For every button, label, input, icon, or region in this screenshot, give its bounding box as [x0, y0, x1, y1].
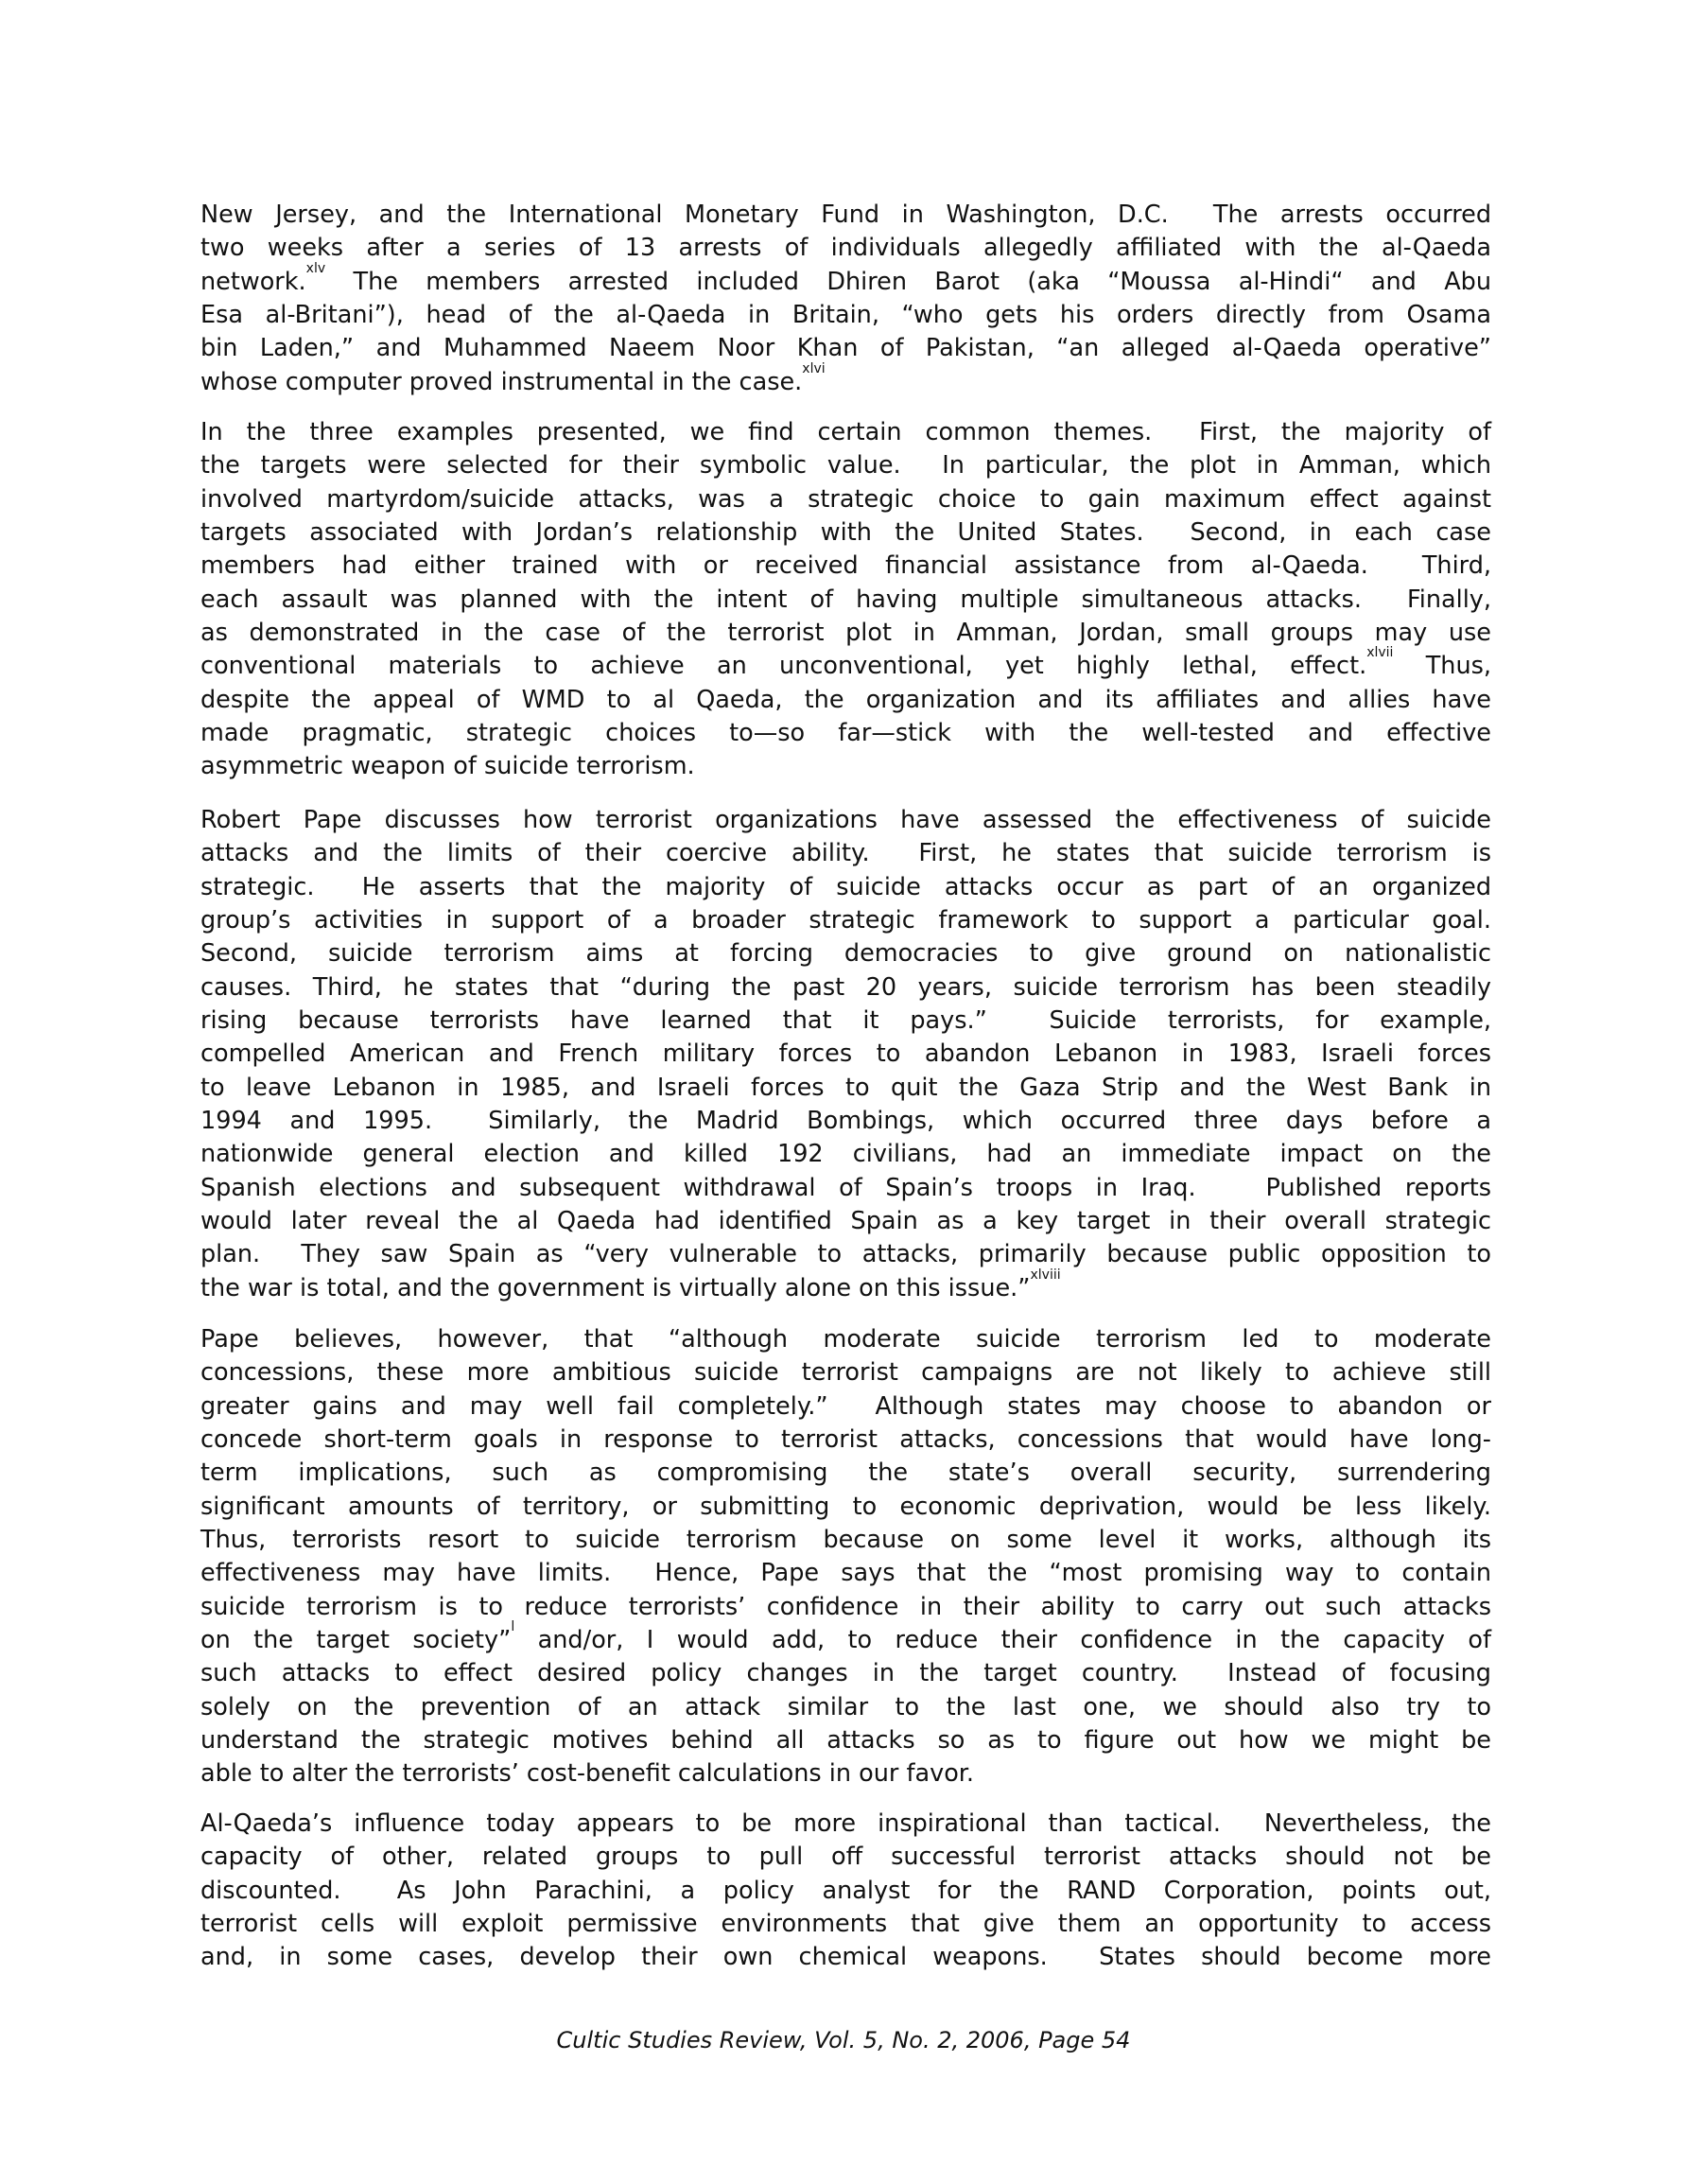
text-line: [200, 199, 1491, 232]
text-line: [200, 332, 1491, 365]
line-text: able to alter the terrorists’ cost-benefit calculations in our favor.: [200, 1759, 975, 1789]
line-text: as demonstrated in the case of the terrorist plot in Amman, Jordan, small groups may use: [200, 619, 1491, 648]
line-text: and/or, I would add, to reduce their confidence in the capacity of: [514, 1626, 1491, 1655]
text-line: [200, 1524, 1491, 1557]
line-text: causes. Third, he states that “during the past 20 years, suicide terrorism has been steadily: [200, 972, 1491, 1002]
endnote-reference: xlvii: [1366, 645, 1394, 661]
text-line: [200, 904, 1491, 937]
line-text: The members arrested included Dhiren Barot (aka “Moussa al-Hindi“ and Abu: [325, 267, 1491, 296]
text-line: [200, 804, 1491, 837]
text-line: [200, 1424, 1491, 1457]
text-line: [200, 1591, 1491, 1624]
line-text: the war is total, and the government is virtually alone on this issue.”: [200, 1273, 1031, 1302]
line-text: terrorist cells will exploit permissive environments that give them an opportunity to access: [200, 1910, 1491, 1939]
line-text: New Jersey, and the International Monetary Fund in Washington, D.C. The arrests occurred: [200, 201, 1491, 229]
text-line: [200, 1238, 1491, 1271]
text-line: [200, 260, 1491, 299]
line-text: Robert Pape discusses how terrorist organizations have assessed the effectiveness of suicide: [200, 806, 1491, 834]
text-line: [200, 1138, 1491, 1171]
endnote-reference: l: [511, 1619, 515, 1635]
line-text: compelled American and French military forces to abandon Lebanon in 1983, Israeli forces: [200, 1040, 1491, 1069]
line-text: bin Laden,” and Muhammed Naeem Noor Khan of Pakistan, “an alleged al-Qaeda operative”: [200, 334, 1491, 363]
line-text: rising because terrorists have learned that it pays.” Suicide terrorists, for example,: [200, 1006, 1491, 1036]
line-text: to leave Lebanon in 1985, and Israeli forces to quit the Gaza Strip and the West Bank in: [200, 1073, 1491, 1102]
line-text: understand the strategic motives behind all attacks so as to figure out how we might be: [200, 1726, 1491, 1756]
text-line: [200, 684, 1491, 717]
text-line: [200, 299, 1491, 332]
line-text: discounted. As John Parachini, a policy analyst for the RAND Corporation, points out,: [200, 1876, 1491, 1905]
text-line: [200, 584, 1491, 617]
text-line: [200, 1457, 1491, 1490]
line-text: made pragmatic, strategic choices to—so far—stick with the well-tested and effective: [200, 719, 1491, 748]
text-line: [200, 1808, 1491, 1841]
line-text: strategic. He asserts that the majority of suicide attacks occur as part of an organized: [200, 872, 1491, 901]
text-line: [200, 1841, 1491, 1874]
line-text: asymmetric weapon of suicide terrorism.: [200, 752, 695, 781]
text-line: [200, 1172, 1491, 1205]
text-line: [200, 1908, 1491, 1941]
text-line: [200, 1757, 1491, 1791]
text-line: [200, 1205, 1491, 1238]
paragraph: [200, 416, 1491, 784]
line-text: attacks and the limits of their coercive ability. First, he states that suicide terrorism is: [200, 839, 1491, 868]
paragraph: [200, 1808, 1491, 1975]
line-text: the targets were selected for their symbolic value. In particular, the plot in Amman, which: [200, 451, 1491, 480]
paragraph: [200, 199, 1491, 399]
text-line: [200, 1724, 1491, 1757]
line-text: plan. They saw Spain as “very vulnerable to attacks, primarily because public opposition to: [200, 1240, 1491, 1269]
text-line: [200, 1038, 1491, 1071]
line-text: In the three examples presented, we find certain common themes. First, the majority of: [200, 418, 1491, 446]
text-line: [200, 449, 1491, 482]
line-text: Pape believes, however, that “although moderate suicide terrorism led to moderate: [200, 1325, 1491, 1354]
text-line: [200, 717, 1491, 750]
text-line: [200, 416, 1491, 449]
line-text: greater gains and may well fail completely.” Although states may choose to abandon or: [200, 1391, 1491, 1421]
line-text: Spanish elections and subsequent withdrawal of Spain’s troops in Iraq. Published reports: [200, 1173, 1491, 1202]
paragraph: [200, 1323, 1491, 1791]
text-line: [200, 1619, 1491, 1657]
endnote-reference: xlv: [305, 260, 326, 276]
text-line: [200, 645, 1491, 683]
line-text: effectiveness may have limits. Hence, Pape says that the “most promising way to contain: [200, 1559, 1491, 1588]
line-text: Al-Qaeda’s influence today appears to be more inspirational than tactical. Nevertheless, the: [200, 1809, 1491, 1838]
text-line: [200, 937, 1491, 970]
line-text: whose computer proved instrumental in the case.: [200, 367, 803, 396]
text-line: [200, 1267, 1491, 1305]
line-text: significant amounts of territory, or submitting to economic deprivation, would be less likely.: [200, 1492, 1491, 1521]
text-line: [200, 1657, 1491, 1690]
text-line: [200, 971, 1491, 1005]
text-line: [200, 1356, 1491, 1389]
text-line: [200, 483, 1491, 516]
text-line: [200, 1875, 1491, 1908]
line-text: two weeks after a series of 13 arrests of individuals allegedly affiliated with the al-Qaeda: [200, 234, 1491, 263]
line-text: group’s activities in support of a broader strategic framework to support a particular goal.: [200, 906, 1491, 935]
text-line: [200, 750, 1491, 783]
text-line: [200, 1557, 1491, 1590]
line-text: term implications, such as compromising the state’s overall security, surrendering: [200, 1459, 1491, 1488]
text-line: [200, 1390, 1491, 1424]
paragraph: [200, 804, 1491, 1305]
text-line: [200, 1491, 1491, 1524]
line-text: despite the appeal of WMD to al Qaeda, the organization and its affiliates and allies have: [200, 685, 1491, 714]
line-text: Thus, terrorists resort to suicide terrorism because on some level it works, although its: [200, 1526, 1491, 1555]
text-line: [200, 1005, 1491, 1038]
text-line: [200, 617, 1491, 650]
line-text: solely on the prevention of an attack similar to the last one, we should also try to: [200, 1692, 1491, 1721]
endnote-reference: xlviii: [1030, 1267, 1061, 1283]
line-text: and, in some cases, develop their own chemical weapons. States should become more: [200, 1943, 1491, 1972]
line-text: 1994 and 1995. Similarly, the Madrid Bombings, which occurred three days before a: [200, 1107, 1491, 1136]
text-line: [200, 837, 1491, 870]
text-line: [200, 516, 1491, 550]
text-line: [200, 360, 1491, 399]
line-text: Second, suicide terrorism aims at forcing democracies to give ground on nationalistic: [200, 939, 1491, 969]
line-text: such attacks to effect desired policy changes in the target country. Instead of focusing: [200, 1659, 1491, 1688]
line-text: concede short-term goals in response to terrorist attacks, concessions that would have long-: [200, 1425, 1491, 1455]
line-text: concessions, these more ambitious suicide terrorist campaigns are not likely to achieve still: [200, 1358, 1491, 1388]
text-line: [200, 871, 1491, 904]
line-text: Thus,: [1393, 652, 1491, 681]
line-text: suicide terrorism is to reduce terrorists’ confidence in their ability to carry out such attacks: [200, 1592, 1491, 1621]
line-text: members had either trained with or received financial assistance from al-Qaeda. Third,: [200, 551, 1491, 581]
line-text: on the target society”: [200, 1626, 512, 1655]
text-line: [200, 232, 1491, 265]
text-line: [200, 1691, 1491, 1724]
line-text: each assault was planned with the intent of having multiple simultaneous attacks. Finally,: [200, 585, 1491, 614]
text-line: [200, 1941, 1491, 1974]
line-text: capacity of other, related groups to pull off successful terrorist attacks should not be: [200, 1843, 1491, 1872]
line-text: network.: [200, 267, 306, 296]
text-line: [200, 1323, 1491, 1356]
line-text: Esa al-Britani”), head of the al-Qaeda in Britain, “who gets his orders directly from Osama: [200, 301, 1491, 330]
line-text: involved martyrdom/suicide attacks, was a strategic choice to gain maximum effect against: [200, 484, 1491, 514]
text-line: [200, 1072, 1491, 1105]
text-line: [200, 550, 1491, 583]
text-line: [200, 1105, 1491, 1138]
line-text: nationwide general election and killed 192 civilians, had an immediate impact on the: [200, 1140, 1491, 1169]
line-text: targets associated with Jordan’s relationship with the United States. Second, in each case: [200, 518, 1491, 548]
line-text: conventional materials to achieve an unconventional, yet highly lethal, effect.: [200, 652, 1367, 681]
page-footer: Cultic Studies Review, Vol. 5, No. 2, 2006, Page 54: [556, 2027, 1131, 2053]
line-text: would later reveal the al Qaeda had identified Spain as a key target in their overall strategic: [200, 1207, 1491, 1236]
endnote-reference: xlvi: [802, 360, 826, 376]
